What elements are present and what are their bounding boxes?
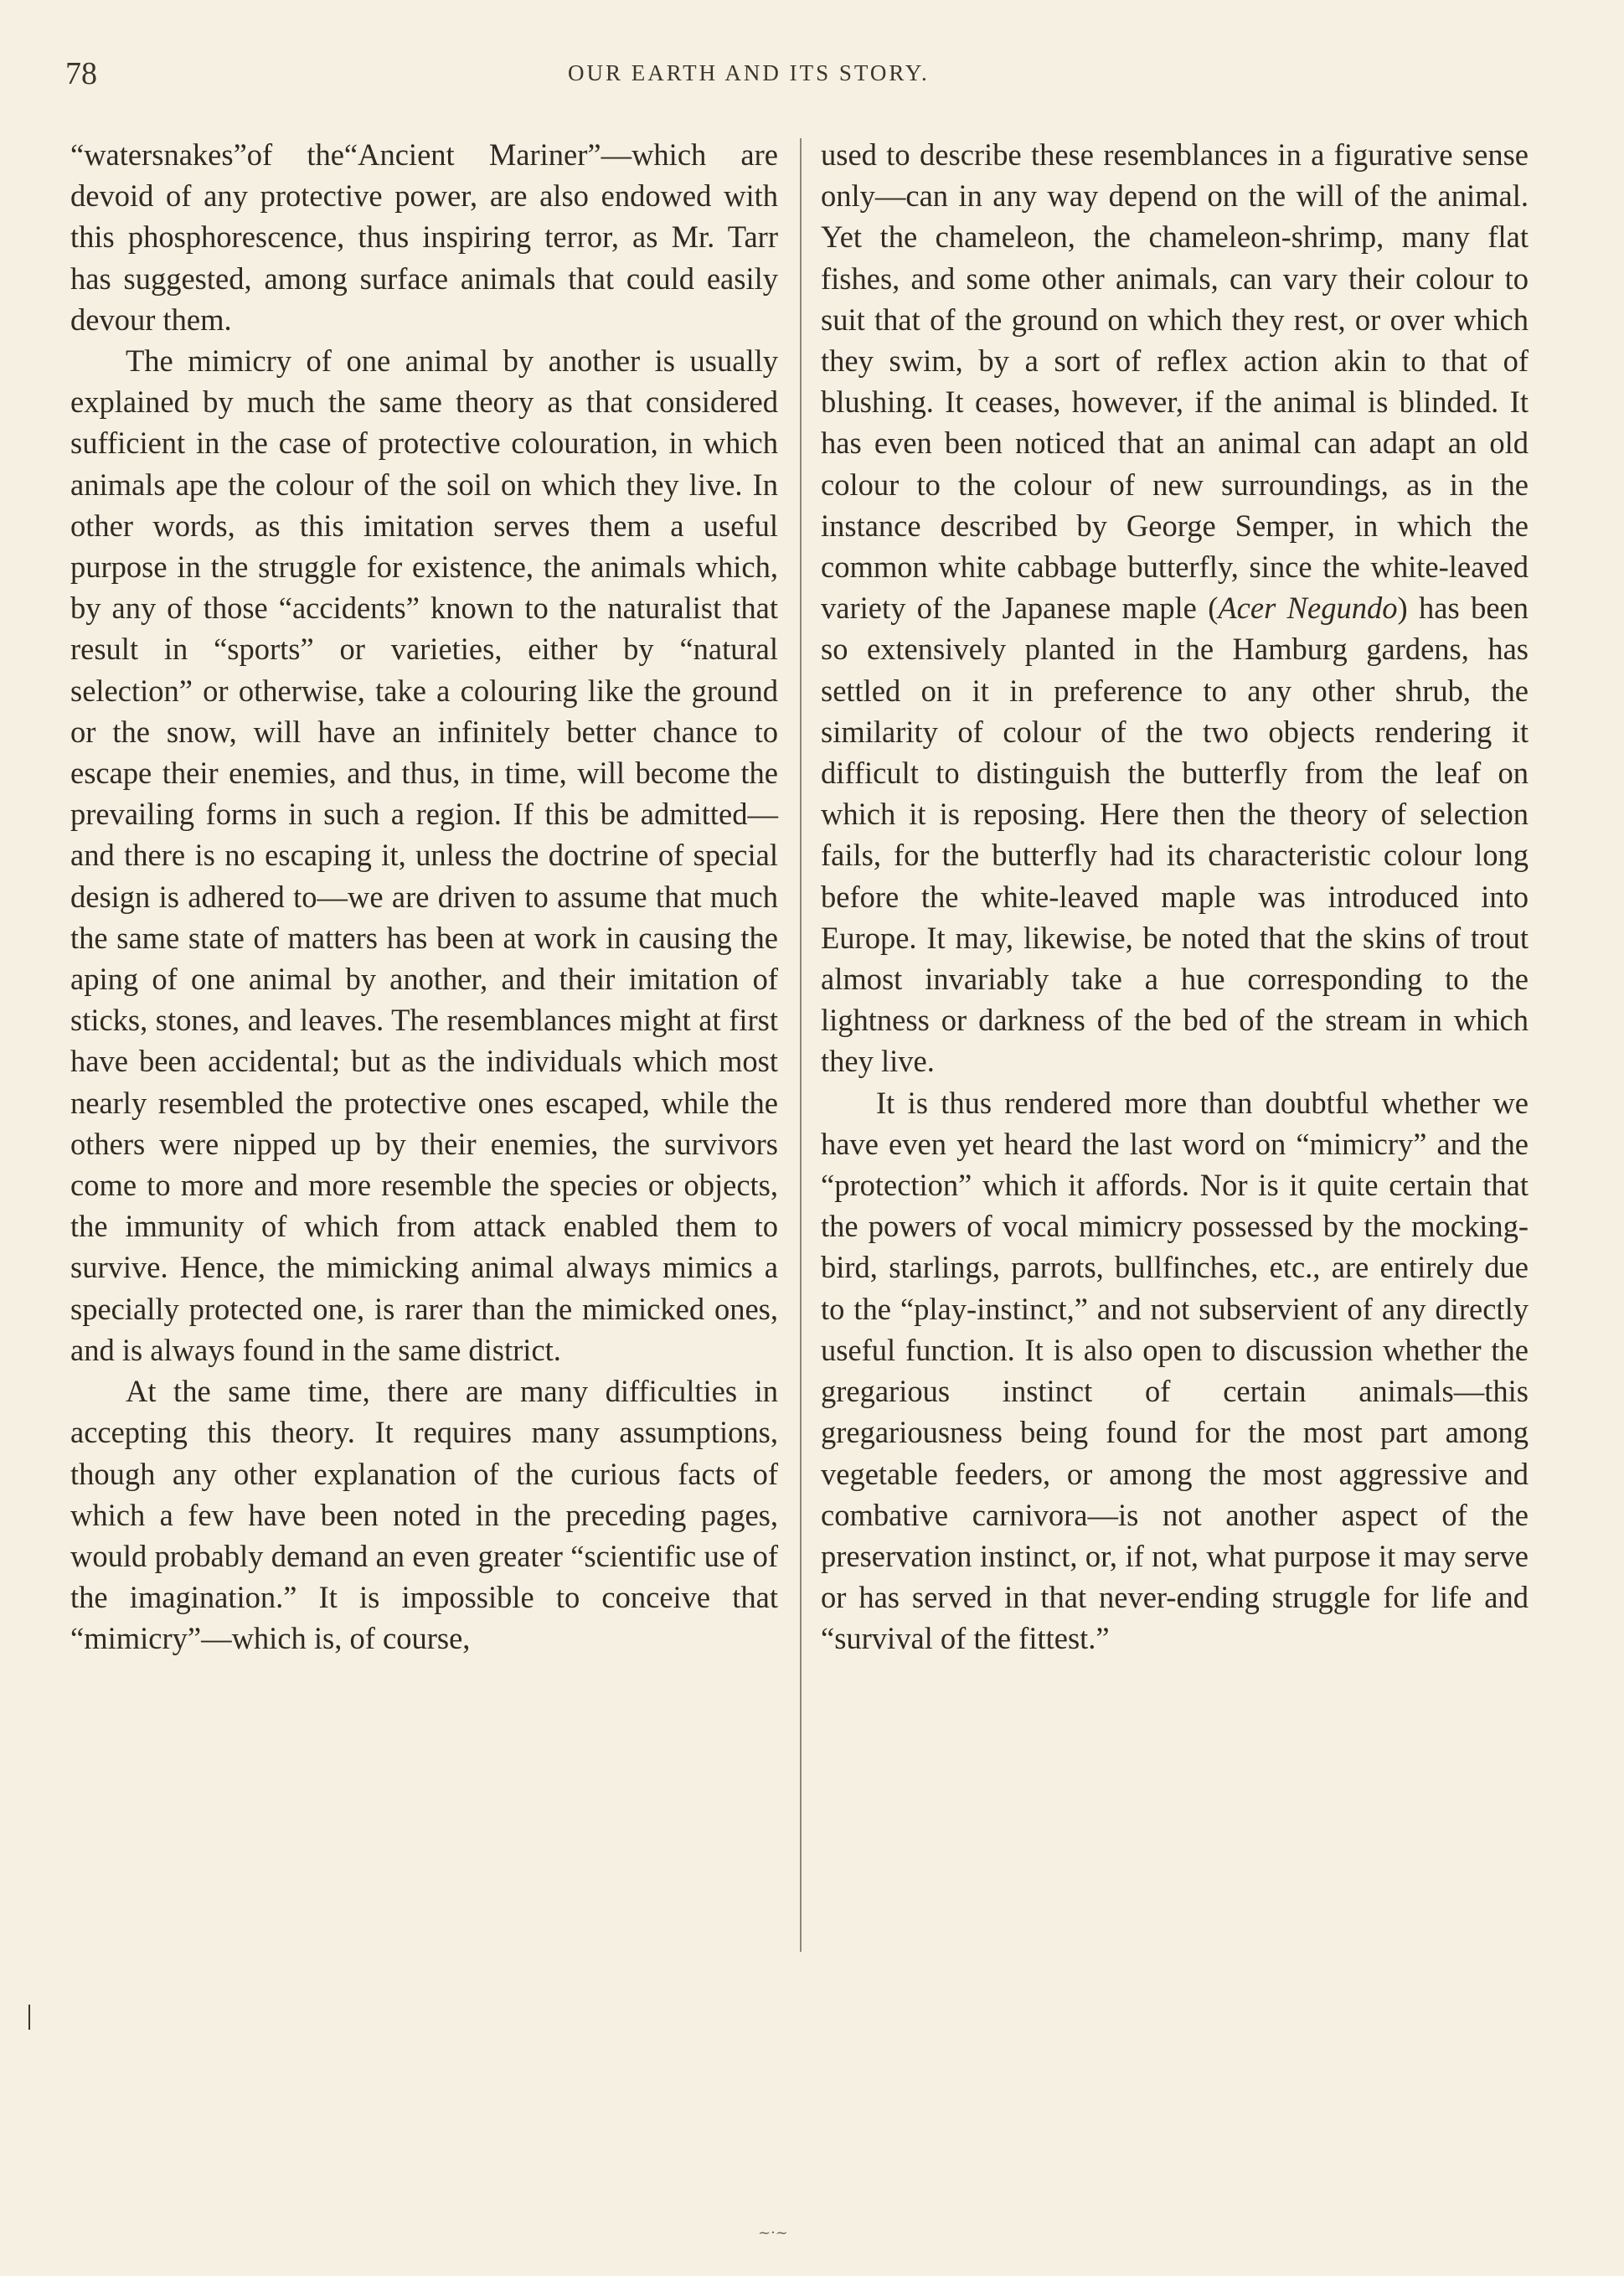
paragraph-watersnakes: “watersnakes”of the“Ancient Mariner”—which are devoid of any protective power, are also endowed with this phosphorescence, thus inspiring terror, as Mr. Tarr has suggested, among surface animals that could easily devour them. xyxy=(70,137,778,337)
text-after-species: ) has been so extensively planted in the Hamburg gardens, has settled on it in preference to any other shrub, the similarity of colour of the two objects rendering it difficult to distinguish the butterfly from the leaf on which it is reposing. Here then the theory of selection fails, for the butterfly had its characteristic colour long before the white-leaved maple was introduced into Europe. It may, likewise, be noted that the skins of trout almost invariably take a hue corresponding to the lightness or darkness of the bed of the stream in which they live. xyxy=(821,591,1529,1079)
footer-ornament: ~·~ xyxy=(758,2224,788,2242)
text-before-species: used to describe these resemblances in a figurative sense only—can in any way depend on the will of the animal. Yet the chameleon, the chameleon-shrimp, many flat fishes, and some other animals, can vary their colour to suit that of the ground on which they rest, or over which they swim, by a sort of reflex action akin to that of blushing. It ceases, however, if the animal is blinded. It has even been noticed that an animal can adapt an old colour to the colour of new surroundings, as in the instance described by George Semper, in which the common white cabbage butterfly, since the white-leaved variety of the Japanese maple ( xyxy=(821,137,1529,626)
paragraph-resemblances xyxy=(821,134,1529,1082)
left-column xyxy=(70,134,778,1659)
margin-mark xyxy=(28,2005,30,2030)
paragraph-doubtful: It is thus rendered more than doubtful whether we have even yet heard the last word on “mimicry” and the “protection” which it affords. Nor is it quite certain that the powers of vocal mimicry possessed by the mocking-bird, starlings, parrots, bullfinches, etc., are entirely due to the “play-instinct,” and not subservient of any directly useful function. It is also open to discussion whether the gregarious instinct of certain animals—this gregariousness being found for the most part among vegetable feeders, or among the most aggressive and combative carnivora—is not another aspect of the preservation instinct, or, if not, what purpose it may serve or has served in that never-ending struggle for life and “survival of the fittest.” xyxy=(821,1085,1529,1656)
running-title: OUR EARTH AND ITS STORY. xyxy=(568,60,930,85)
page-number: 78 xyxy=(65,56,97,91)
paragraph-mimicry-theory: The mimicry of one animal by another is usually explained by much the same theory as that considered sufficient in the case of protective colouration, in which animals ape the colour of the soil on which they live. In other words, as this imitation serves them a useful purpose in the struggle for existence, the animals which, by any of those “accidents” known to the naturalist that result in “sports” or varieties, either by “natural selection” or otherwise, take a colouring like the ground or the snow, will have an infinitely better chance to escape their enemies, and thus, in time, will become the prevailing forms in such a region. If this be admitted—and there is no escaping it, unless the doctrine of special design is adhered to—we are driven to assume that much the same state of matters has been at work in causing the aping of one animal by another, and their imitation of sticks, stones, and leaves. The resemblances might at first have been accidental; but as the individuals which most nearly resembled the protective ones escaped, while the others were nipped up by their enemies, the survivors come to more and more resemble the species or objects, the immunity of which from attack enabled them to survive. Hence, the mimicking animal always mimics a specially protected one, is rarer than the mimicked ones, and is always found in the same district. xyxy=(70,343,778,1367)
column-divider xyxy=(800,138,802,1952)
species-name: Acer Negundo xyxy=(1218,591,1398,626)
page-header xyxy=(65,55,1606,106)
right-column xyxy=(821,134,1529,1659)
paragraph-difficulties: At the same time, there are many difficulties in accepting this theory. It requires many assumptions, though any other explanation of the curious facts of which a few have been noted in the preceding pages, would probably demand an even greater “scientific use of the imagination.” It is impossible to conceive that “mimicry”—which is, of course, xyxy=(70,1374,778,1656)
